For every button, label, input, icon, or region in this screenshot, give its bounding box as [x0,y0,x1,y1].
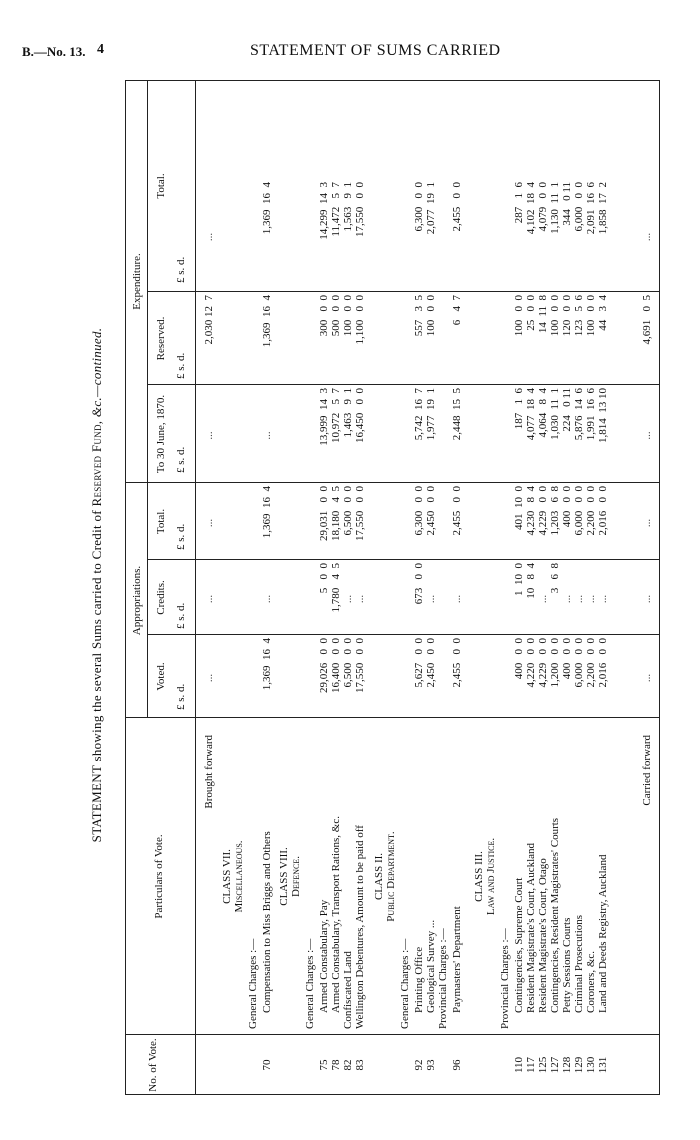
table-row [450,80,464,1095]
cell-june: 16,450 0 0 [354,388,366,443]
vote-number: 128 [561,1056,573,1074]
vote-number: 129 [573,1056,585,1074]
vote-particulars: Carried forward [641,735,653,806]
vote-number: 75 [318,1059,330,1071]
table-row [353,80,367,1095]
cell-voted: 17,550 0 0 [354,638,366,693]
cell-credits: ... [573,594,585,604]
vote-particulars: Armed Constabulary, Pay [318,899,330,1013]
cell-exptotal: 6,300 0 0 [413,182,425,232]
cell-reserved: 300 0 0 [318,295,330,337]
cell-june: 10,972 5 7 [330,388,342,443]
cell-june: 4,077 18 4 [525,388,537,441]
cell-june: 4,064 8 4 [537,388,549,438]
units-exp-total: £ s. d. [175,256,187,283]
units-total: £ s. d. [175,523,187,550]
cell-voted: 400 0 0 [561,638,573,680]
rotated-statement-table [89,80,660,1095]
cell-total: ... [203,518,215,528]
cell-credits: 673 0 0 [413,563,425,605]
cell-exptotal: 4,102 18 4 [525,182,537,235]
header-to-june: To 30 June, 1870. [155,394,167,474]
vote-particulars: General Charges :— [399,938,411,1029]
units-june: £ s. d. [175,446,187,473]
cell-reserved: 123 5 6 [573,295,585,337]
vote-particulars: Confiscated Land [342,951,354,1029]
vote-particulars: Printing Office [413,946,425,1013]
document-reference: B.—No. 13. [22,44,86,59]
cell-reserved: 1,100 0 0 [354,295,366,345]
cell-voted: 4,220 0 0 [525,638,537,688]
cell-reserved: 100 0 0 [425,295,437,337]
vote-number: 93 [425,1059,437,1071]
cell-reserved: 100 0 0 [513,295,525,337]
cell-reserved: 557 3 5 [413,295,425,337]
cell-exptotal: 287 1 6 [513,182,525,224]
cell-reserved: 4,691 0 5 [641,295,653,345]
cell-exptotal: 4,079 0 0 [537,182,549,232]
cell-exptotal: 2,455 0 0 [451,182,463,232]
cell-voted: 2,200 0 0 [585,638,597,688]
cell-exptotal: 2,091 16 6 [585,182,597,235]
cell-june: 224 0 11 [561,388,573,432]
header-voted: Voted. [155,662,167,691]
vote-particulars: CLASS II. [373,852,385,901]
cell-credits: ... [561,594,573,604]
cell-total: 6,500 0 0 [342,486,354,536]
units-reserved: £ s. d. [175,352,187,379]
cell-credits: ... [451,594,463,604]
cell-exptotal: ... [641,232,653,242]
cell-voted: 29,026 0 0 [318,638,330,693]
vote-particulars: Compensation to Miss Briggs and Others [261,831,273,1013]
cell-voted: 4,229 0 0 [537,638,549,688]
vote-particulars: Wellington Debentures, Amount to be paid off [354,825,366,1029]
cell-credits: ... [425,594,437,604]
expenditure-rule [147,80,148,483]
vote-particulars: Petty Sessions Courts [561,917,573,1013]
table-row [498,80,512,1095]
page-title: STATEMENT OF SUMS CARRIED [250,42,501,59]
cell-exptotal: 2,077 19 1 [425,182,437,235]
vote-particulars: Defence. [290,856,302,897]
cell-credits: ... [641,594,653,604]
vote-particulars: CLASS III. [473,851,485,902]
cell-june: ... [641,431,653,440]
header-credits: Credits. [155,580,167,615]
vote-number: 78 [330,1059,342,1071]
cell-voted: 6,000 0 0 [573,638,585,688]
vote-number: 82 [342,1059,354,1071]
table-row [246,80,260,1095]
cell-reserved: 44 3 4 [597,295,609,331]
cell-credits: ... [261,594,273,604]
cell-credits: ... [354,594,366,604]
cell-credits: ... [585,594,597,604]
cell-voted: 2,455 0 0 [451,638,463,688]
cell-reserved: 6 4 7 [451,295,463,326]
table-row [436,80,450,1095]
cell-june: 1,814 13 10 [597,388,609,443]
cell-exptotal: 344 0 11 [561,182,573,226]
vote-number: 96 [451,1059,463,1071]
vote-particulars: Coroners, &c. [585,950,597,1013]
cell-reserved: 500 0 0 [330,295,342,337]
cell-credits: ... [342,594,354,604]
cell-total: 6,000 0 0 [573,486,585,536]
cell-voted: 2,450 0 0 [425,638,437,688]
vote-number: 83 [354,1059,366,1071]
cell-exptotal: 6,000 0 0 [573,182,585,232]
table-row [289,80,303,1095]
cell-credits: ... [597,594,609,604]
vote-particulars: Brought forward [203,735,215,809]
cell-june: 1,991 16 6 [585,388,597,441]
cell-total: 401 10 0 [513,486,525,530]
vote-particulars: Resident Magistrate's Court, Otago [537,858,549,1013]
cell-credits: 1 10 0 [513,563,525,596]
cell-reserved: 2,030 12 7 [203,295,215,345]
header-vote-no: No. of Vote. [147,1038,159,1092]
vote-particulars: Contingencies, Resident Magistrates' Courts [549,817,561,1013]
units-voted: £ s. d. [175,683,187,710]
cell-reserved: 25 0 0 [525,295,537,331]
cell-june: 1,977 19 1 [425,388,437,441]
caption-text: STATEMENT showing the several Sums carried to Credit of [89,510,104,843]
cell-total: 1,369 16 4 [261,486,273,539]
table-row [303,80,317,1095]
cell-june: 5,742 16 7 [413,388,425,441]
table-caption [89,105,105,1065]
cell-credits: 10 8 4 [525,563,537,599]
vote-particulars: Contingencies, Supreme Court [513,877,525,1013]
cell-june: 5,876 14 6 [573,388,585,441]
cell-total: 2,455 0 0 [451,486,463,536]
vote-number: 92 [413,1059,425,1071]
cell-exptotal: 1,369 16 4 [261,182,273,235]
cell-reserved: 100 0 0 [549,295,561,337]
vote-number: 131 [597,1056,609,1074]
cell-reserved: 14 11 8 [537,295,549,334]
appropriations-rule [147,483,148,718]
cell-total: 2,450 0 0 [425,486,437,536]
vote-particulars: Geological Survey ... [425,919,437,1013]
vote-particulars: Resident Magistrate's Court, Auckland [525,842,537,1013]
header-appropriations: Appropriations. [131,565,143,636]
header-total: Total. [155,508,167,535]
cell-exptotal: ... [203,232,215,242]
header-exp-total: Total. [155,173,167,199]
vote-particulars: CLASS VII. [221,849,233,904]
cell-reserved: 100 0 0 [585,295,597,337]
table-row [202,80,216,1095]
vote-number: 117 [525,1056,537,1074]
header-particulars: Particulars of Vote. [153,834,165,919]
cell-credits: ... [537,594,549,604]
vote-particulars: Land and Deeds Registry, Auckland [597,854,609,1013]
cell-voted: 1,200 0 0 [549,638,561,688]
header-expenditure: Expenditure. [131,253,143,310]
vote-particulars: Public Department. [385,831,397,922]
cell-total: 17,550 0 0 [354,486,366,541]
cell-reserved: 100 0 0 [342,295,354,337]
table-row [640,80,654,1095]
cell-voted: ... [641,673,653,683]
table-row [484,80,498,1095]
cell-june: 13,999 14 3 [318,388,330,446]
cell-exptotal: 1,130 11 1 [549,182,561,234]
cell-exptotal: 14,299 14 3 [318,182,330,240]
cell-credits: 3 6 8 [549,563,561,594]
header-bottom-rule [195,80,196,1095]
cell-june: 1,463 9 1 [342,388,354,438]
cell-total: ... [641,518,653,528]
vote-number: 127 [549,1056,561,1074]
cell-total: 1,203 6 8 [549,486,561,536]
cell-total: 2,200 0 0 [585,486,597,536]
cell-credits: 1,780 4 5 [330,563,342,613]
cell-voted: 2,016 0 0 [597,638,609,688]
cell-total: 29,031 0 0 [318,486,330,541]
cell-june: 2,448 15 5 [451,388,463,441]
vote-particulars: Criminal Prosecutions [573,914,585,1013]
table-row [260,80,274,1095]
vote-number: 125 [537,1056,549,1074]
vote-number: 130 [585,1056,597,1074]
cell-reserved: 1,369 16 4 [261,295,273,348]
cell-june: 187 1 6 [513,388,525,430]
cell-total: 6,300 0 0 [413,486,425,536]
vote-particulars: General Charges :— [247,938,259,1029]
cell-exptotal: 1,563 9 1 [342,182,354,232]
table-row [596,80,610,1095]
vote-particulars: Paymasters' Department [451,906,463,1013]
table-row [232,80,246,1095]
caption-continued: , &c.—continued. [89,327,104,425]
cell-credits: 5 0 0 [318,563,330,594]
caption-fund: Reserved Fund [89,424,104,507]
cell-total: 4,229 0 0 [537,486,549,536]
cell-total: 2,016 0 0 [597,486,609,536]
vote-number: 70 [261,1059,273,1071]
cell-voted: 400 0 0 [513,638,525,680]
cell-total: 400 0 0 [561,486,573,528]
vote-particulars: General Charges :— [304,938,316,1029]
cell-total: 18,180 4 5 [330,486,342,541]
cell-june: 1,030 11 1 [549,388,561,440]
cell-reserved: 120 0 0 [561,295,573,337]
cell-voted: 5,627 0 0 [413,638,425,688]
cell-voted: 6,500 0 0 [342,638,354,688]
cell-total: 4,230 8 4 [525,486,537,536]
vote-particulars: Provincial Charges :— [437,928,449,1029]
cell-credits: ... [203,594,215,604]
vote-number: 110 [513,1056,525,1074]
cell-june: ... [203,431,215,440]
vote-particulars: Provincial Charges :— [499,928,511,1029]
vote-particulars: Armed Constabulary, Transport Rations, &c. [330,816,342,1013]
table-row [398,80,412,1095]
vote-particulars: Law and Justice. [485,837,497,916]
cell-exptotal: 11,472 5 7 [330,182,342,237]
cell-june: ... [261,431,273,440]
cell-voted: ... [203,673,215,683]
vote-particulars: CLASS VIII. [278,847,290,906]
cell-exptotal: 17,550 0 0 [354,182,366,237]
table-row [384,80,398,1095]
header-reserved: Reserved. [155,316,167,361]
cell-exptotal: 1,858 17 2 [597,182,609,235]
cell-voted: 1,369 16 4 [261,638,273,691]
units-credits: £ s. d. [175,602,187,629]
vote-particulars: Miscellaneous. [233,840,245,913]
cell-voted: 16,400 0 0 [330,638,342,693]
page-number: 4 [97,42,104,57]
